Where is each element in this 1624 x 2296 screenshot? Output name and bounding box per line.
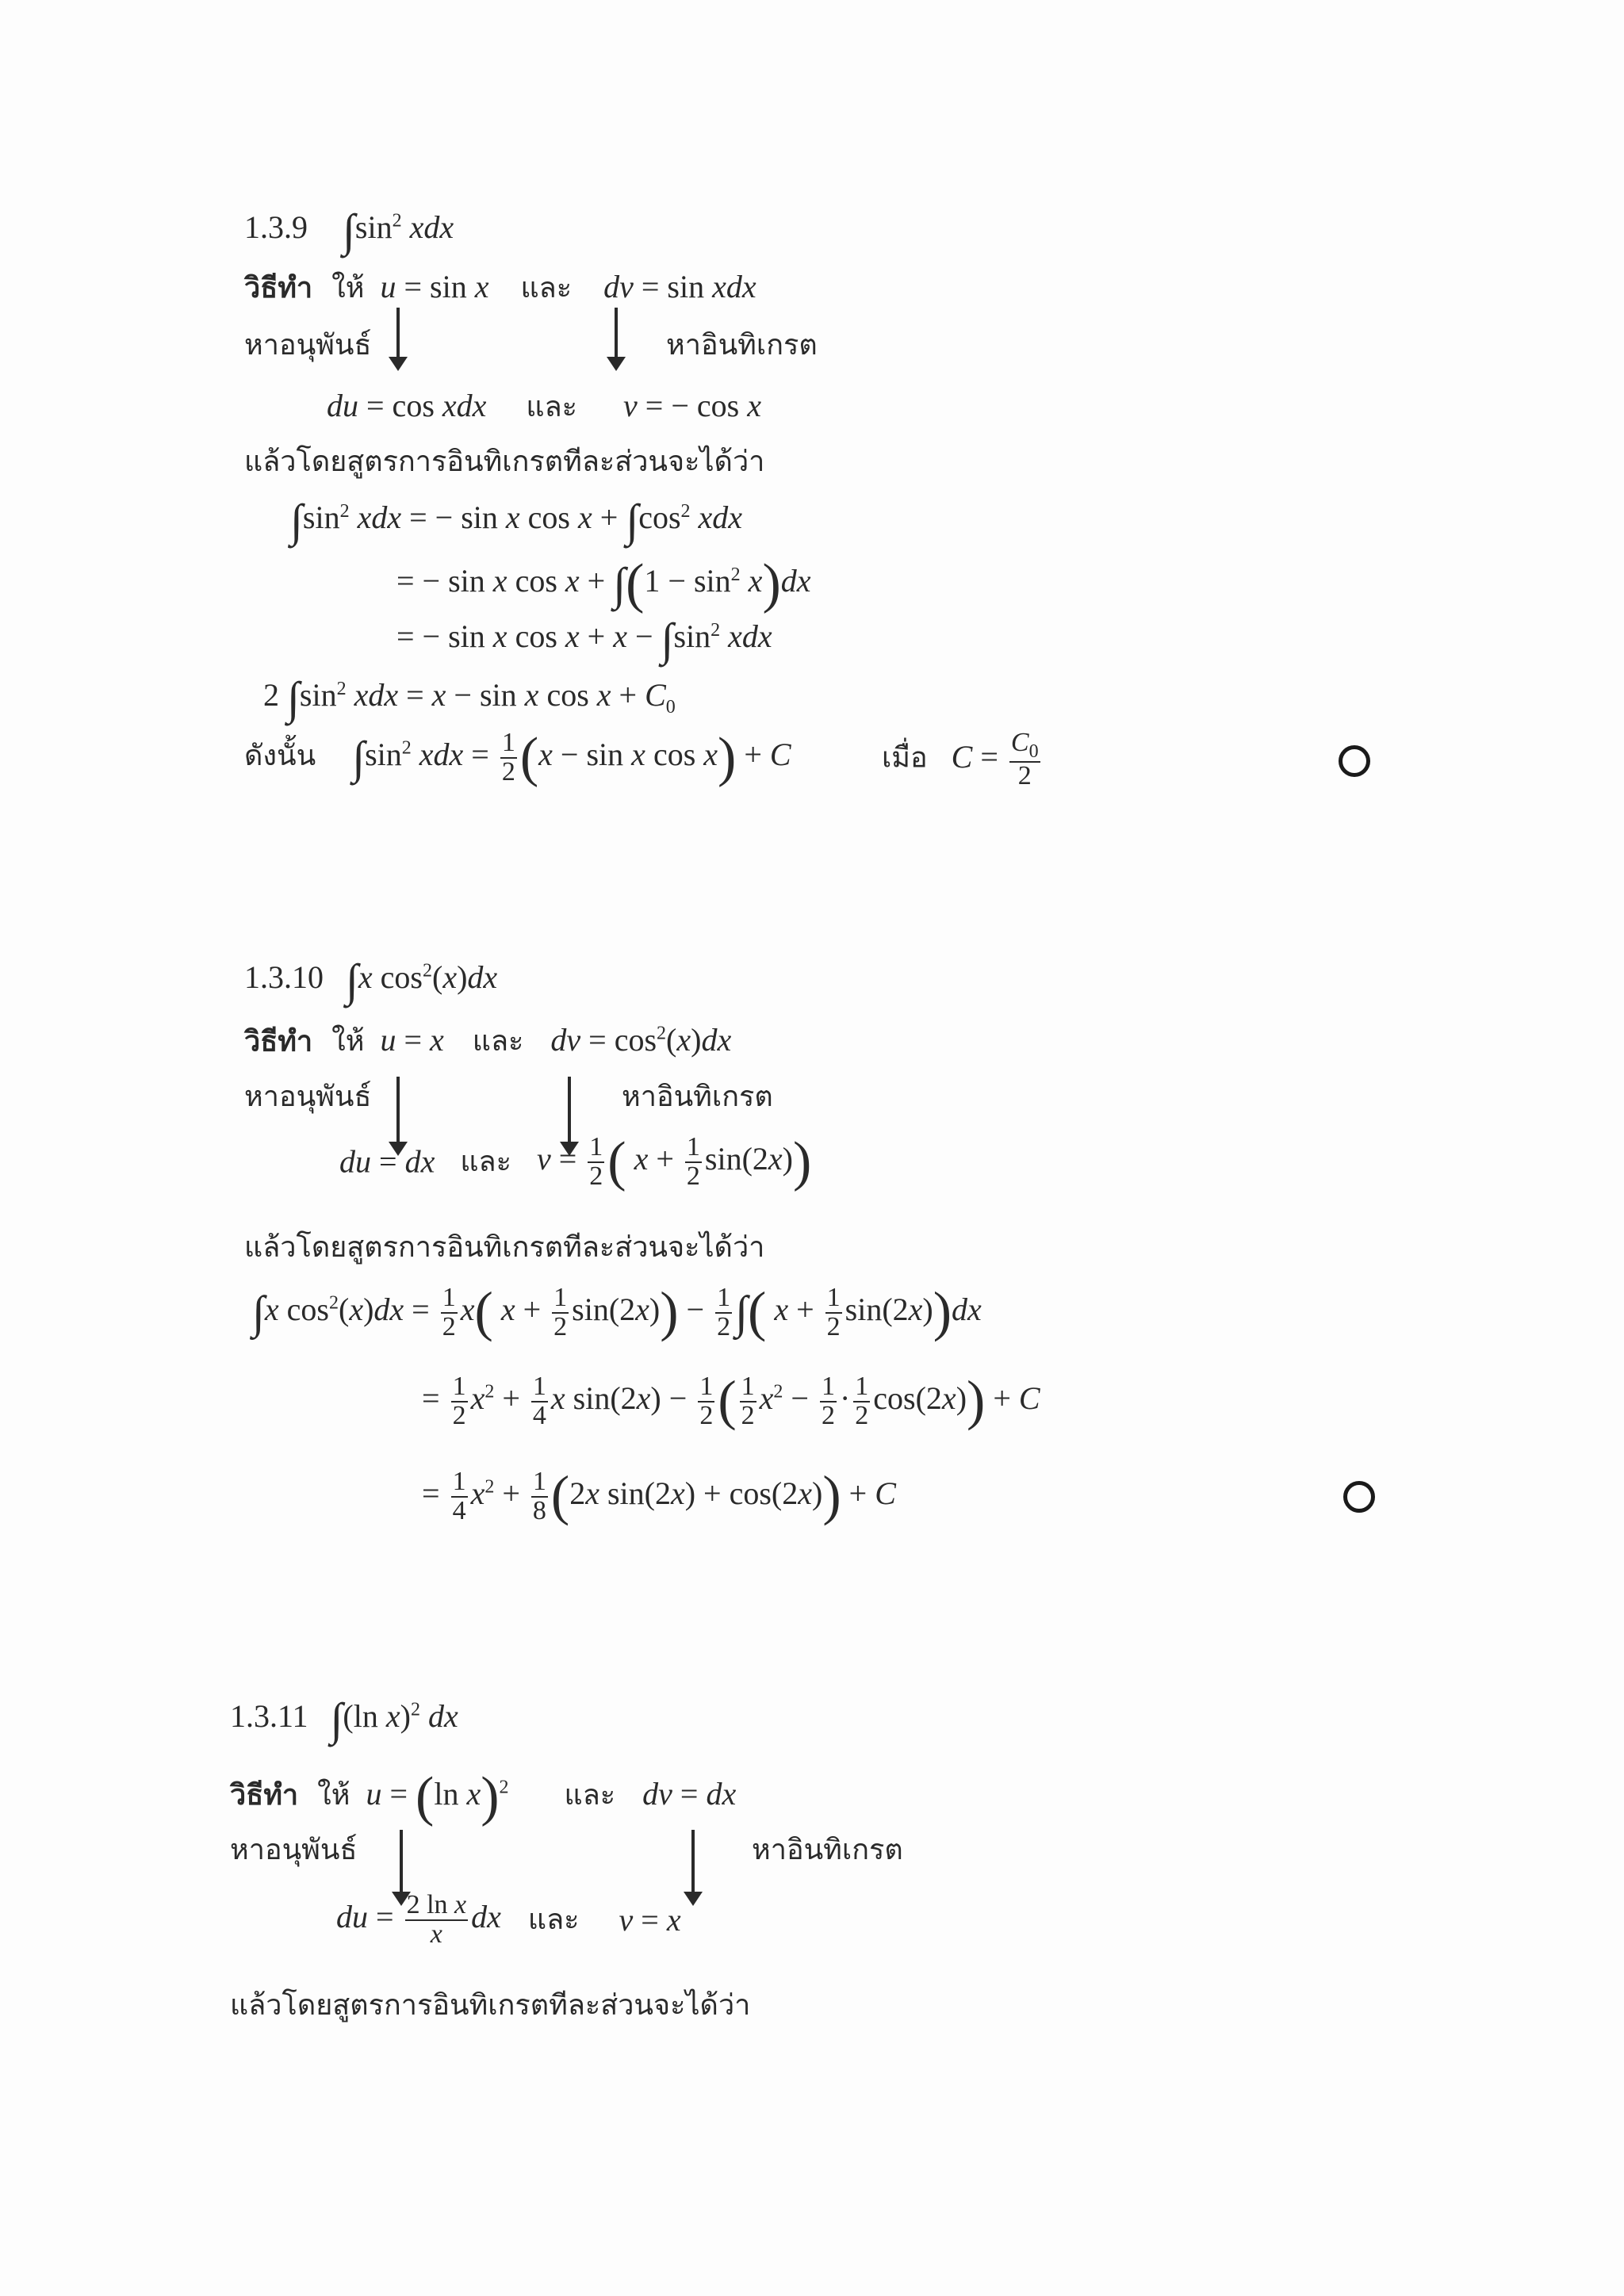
arrow-down-icon: [615, 308, 618, 360]
step-1-3-9-2: = − sin x $\cos x + \int(1 - \sin^2 x)dx$: [396, 553, 811, 614]
step-1-3-9-4: 2 $\int\sin^2$ xdx = x − sin x $\cos x + C_0$: [263, 672, 676, 724]
problem-1-3-9-substitution: วิธีทำ ให้ u = sin x และ dv = sin xdx: [244, 269, 756, 304]
step-1-3-9-1: $\int\sin^2$ xdx = − sin x $\cos x + \int\cos^2$ xdx: [290, 495, 743, 546]
du-v-2: du = dx และ v = $\frac{1}{2}$ ( x + $\frac{1}{2}$ sin(2x)): [339, 1131, 812, 1192]
integrate-label-1: หาอินทิเกรต: [666, 329, 818, 362]
end-of-proof-circle-icon: [1339, 745, 1370, 777]
arrow-down-icon: [400, 1830, 403, 1895]
result-1-3-9: ดังนั้น $\int\sin^2$ xdx = $\frac{1}{2}$ (x − sin x cos x) + C: [244, 726, 791, 788]
derivative-label-2: หาอนุพันธ์: [244, 1081, 372, 1113]
problem-1-3-11-heading: 1.3.11 ∫(ln x)$^2$ dx: [230, 1693, 458, 1745]
derivative-label-3: หาอนุพันธ์: [230, 1834, 358, 1866]
du-v-3: du = $\frac{\text{2 ln x}}{x}$ dx และ v = x: [336, 1890, 681, 1949]
step-1-3-9-3: = − sin x $\cos x + x - \int\sin^2$ xdx: [396, 614, 772, 665]
derivative-label-1: หาอนุพันธ์: [244, 329, 372, 362]
problem-1-3-10-heading: 1.3.10 ∫x $\cos^2(x)dx$: [244, 955, 498, 1006]
end-of-proof-circle-icon: [1343, 1481, 1375, 1513]
arrow-down-icon: [691, 1830, 695, 1895]
integrate-label-3: หาอินทิเกรต: [752, 1834, 903, 1866]
problem-1-3-10-substitution: วิธีทำ ให้ u = x และ dv = $\cos^2(x)dx$: [244, 1022, 732, 1058]
parts-sentence-1: แล้วโดยสูตรการอินทิเกรตทีละส่วนจะได้ว่า: [244, 446, 765, 478]
du-v-1: du = cos xdx และ v = − cos x: [327, 388, 761, 423]
arrow-down-icon: [396, 308, 400, 360]
step-1-3-10-1: ∫x $\cos^2(x)dx$ = $\frac{1}{2}$ x( x + $\frac{1}{2}$ sin(2x)) − $\frac{1}{2}$ ∫( x + $\frac{1}{2}$ sin(2x))dx: [252, 1281, 982, 1343]
integrate-label-2: หาอินทิเกรต: [622, 1081, 773, 1113]
problem-1-3-11-substitution: วิธีทำ ให้ u = (ln x)$^2$ และ dv = dx: [230, 1766, 737, 1827]
problem-1-3-9-heading: 1.3.9 $\int\sin^2$ xdx: [244, 205, 454, 256]
where-1-3-9: เมื่อ C = $\frac{C_0}{2}$: [882, 728, 1039, 791]
step-1-3-10-3: = $\frac{1}{4}$ $x^2$ + $\frac{1}{8}$ (2x sin(2x) + cos(2x)) + C: [422, 1465, 896, 1527]
parts-sentence-3: แล้วโดยสูตรการอินทิเกรตทีละส่วนจะได้ว่า: [230, 1989, 751, 2022]
step-1-3-10-2: = $\frac{1}{2}$ $x^2$ + $\frac{1}{4}$ x sin(2x) − $\frac{1}{2}$ ( $\frac{1}{2}$ $x^2$ − $\frac{1}{2}$ · $\frac{1}{2}$ cos(2x)) + C: [422, 1370, 1040, 1432]
parts-sentence-2: แล้วโดยสูตรการอินทิเกรตทีละส่วนจะได้ว่า: [244, 1231, 765, 1264]
